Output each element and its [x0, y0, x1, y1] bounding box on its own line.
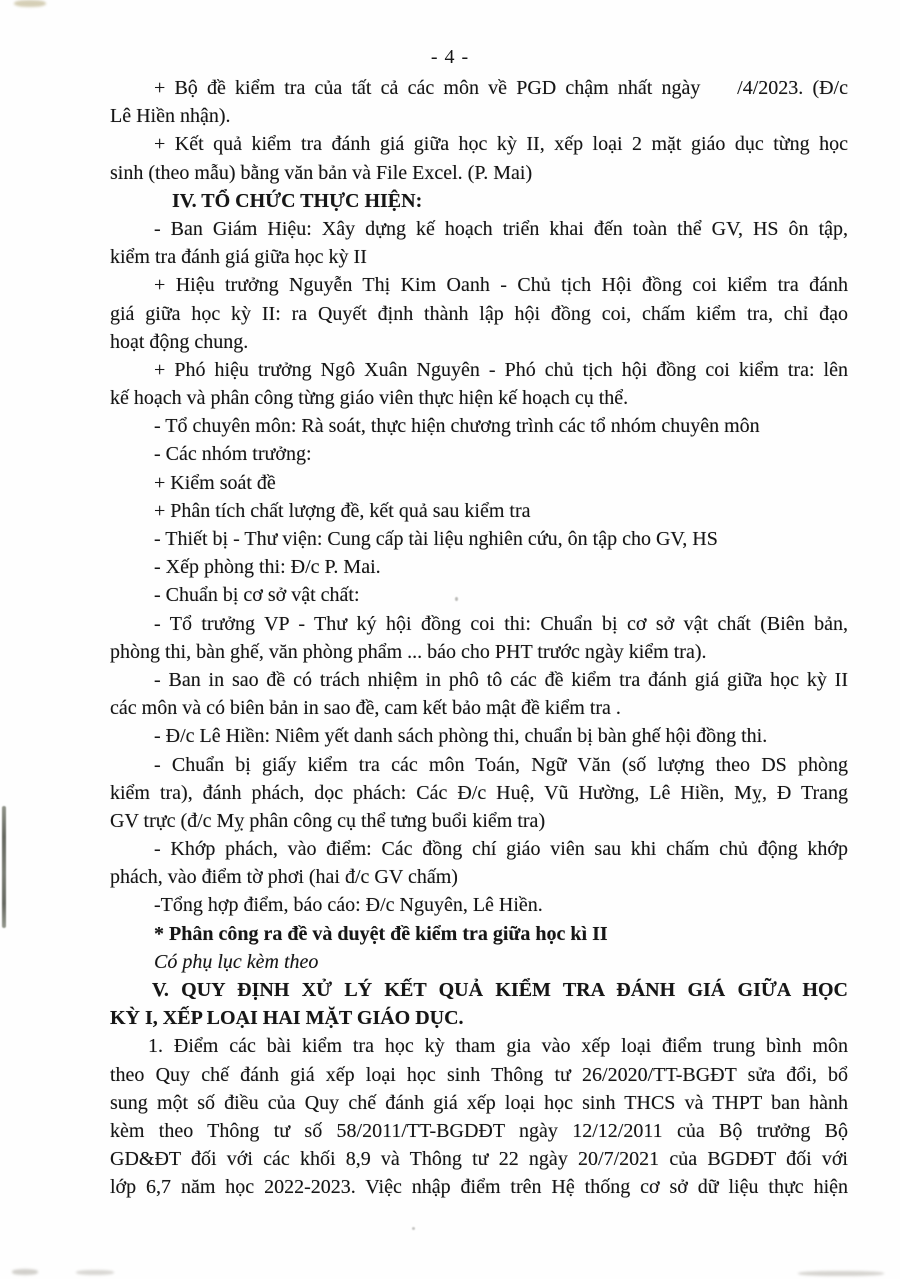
text-line: kiểm tra), đánh phách, dọc phách: Các Đ/c Huệ, Vũ Hường, Lê Hiền, Mỵ, Đ Trang	[110, 781, 848, 804]
scan-artifact-bottom-smudge	[12, 1269, 38, 1275]
text-line: * Phân công ra đề và duyệt đề kiểm tra giữa học kì II	[154, 922, 608, 945]
text-line: + Hiệu trưởng Nguyễn Thị Kim Oanh - Chủ tịch Hội đồng coi kiểm tra đánh	[154, 274, 848, 297]
text-line: - Đ/c Lê Hiền: Niêm yết danh sách phòng thi, chuẩn bị bàn ghế hội đồng thi.	[154, 725, 768, 748]
text-line: - Tổ chuyên môn: Rà soát, thực hiện chương trình các tổ nhóm chuyên môn	[154, 415, 760, 438]
text-line: theo Quy chế đánh giá xếp loại học sinh Thông tư 26/2020/TT-BGĐT sửa đổi, bổ	[110, 1063, 848, 1086]
text-line: GD&ĐT đối với các khối 8,9 và Thông tư 22 ngày 20/7/2021 của BGDĐT đối với	[110, 1148, 848, 1171]
text-line: + Kiểm soát đề	[154, 471, 276, 494]
text-line: 1. Điểm các bài kiểm tra học kỳ tham gia vào xếp loại điểm trung bình môn	[148, 1035, 848, 1058]
text-line: Lê Hiền nhận).	[110, 105, 231, 128]
text-line: các môn và có biên bản in sao đề, cam kết bảo mật đề kiểm tra .	[110, 697, 621, 720]
text-line: - Thiết bị - Thư viện: Cung cấp tài liệu nghiên cứu, ôn tập cho GV, HS	[154, 528, 718, 550]
scan-artifact-bottom-smudge	[76, 1270, 114, 1275]
text-line: IV. TỔ CHỨC THỰC HIỆN:	[172, 189, 423, 212]
text-line: KỲ I, XẾP LOẠI HAI MẶT GIÁO DỤC.	[110, 1007, 464, 1030]
text-line: hoạt động chung.	[110, 330, 249, 353]
text-line: kèm theo Thông tư số 58/2011/TT-BGDĐT ngày 12/12/2011 của Bộ trưởng Bộ	[110, 1119, 848, 1142]
text-line: V. QUY ĐỊNH XỬ LÝ KẾT QUẢ KIỂM TRA ĐÁNH GIÁ GIỮA HỌC	[152, 979, 848, 1001]
document-body	[110, 74, 848, 1202]
text-line: - Ban in sao đề có trách nhiệm in phô tô các đề kiểm tra đánh giá giữa học kỳ II	[154, 668, 848, 691]
text-line: - Khớp phách, vào điểm: Các đồng chí giáo viên sau khi chấm chủ động khớp	[154, 838, 848, 861]
text-line: kiểm tra đánh giá giữa học kỳ II	[110, 246, 367, 269]
text-line: giá giữa học kỳ II: ra Quyết định thành lập hội đồng coi, chấm kiểm tra, chỉ đạo	[110, 302, 848, 325]
text-line: sung một số điều của Quy chế đánh giá xếp loại học sinh THCS và THPT ban hành	[110, 1091, 848, 1114]
text-line: - Các nhóm trưởng:	[154, 443, 312, 466]
text-line: Có phụ lục kèm theo	[154, 950, 319, 973]
page-number: - 4 -	[430, 46, 470, 68]
scan-artifact-bottom-smudge	[798, 1271, 884, 1276]
text-line: kế hoạch và phân công từng giáo viên thực hiện kế hoạch cụ thể.	[110, 387, 629, 410]
text-line: - Xếp phòng thi: Đ/c P. Mai.	[154, 556, 381, 579]
text-line: GV trực (đ/c Mỵ phân công cụ thể tưng buổi kiểm tra)	[110, 809, 546, 832]
text-line: + Bộ đề kiểm tra của tất cả các môn về PGD chậm nhất ngày /4/2023. (Đ/c	[154, 77, 848, 99]
text-line: - Chuẩn bị giấy kiểm tra các môn Toán, Ngữ Văn (số lượng theo DS phòng	[154, 753, 848, 776]
text-line: - Chuẩn bị cơ sở vật chất:	[154, 584, 360, 607]
scan-artifact-speck	[412, 1227, 415, 1230]
text-line: lớp 6,7 năm học 2022-2023. Việc nhập điểm trên Hệ thống cơ sở dữ liệu thực hiện	[110, 1176, 848, 1199]
text-line: -Tổng hợp điểm, báo cáo: Đ/c Nguyên, Lê Hiền.	[154, 894, 543, 917]
text-line: - Ban Giám Hiệu: Xây dựng kế hoạch triển khai đến toàn thể GV, HS ôn tập,	[154, 217, 848, 240]
text-line: + Kết quả kiểm tra đánh giá giữa học kỳ II, xếp loại 2 mặt giáo dục từng học	[154, 133, 848, 156]
text-line: + Phân tích chất lượng đề, kết quả sau kiểm tra	[154, 499, 531, 522]
scan-artifact-left-edge-bar	[2, 806, 6, 928]
text-line: + Phó hiệu trưởng Ngô Xuân Nguyên - Phó chủ tịch hội đồng coi kiểm tra: lên	[154, 358, 848, 381]
text-line: phòng thi, bàn ghế, văn phòng phẩm ... báo cho PHT trước ngày kiểm tra).	[110, 640, 707, 663]
text-line: sinh (theo mẫu) bằng văn bản và File Excel. (P. Mai)	[110, 161, 533, 184]
text-line: phách, vào điểm tờ phơi (hai đ/c GV chấm)	[110, 866, 458, 889]
text-line: - Tổ trưởng VP - Thư ký hội đồng coi thi: Chuẩn bị cơ sở vật chất (Biên bản,	[154, 612, 848, 635]
scan-artifact-top-left-smudge	[14, 0, 46, 7]
